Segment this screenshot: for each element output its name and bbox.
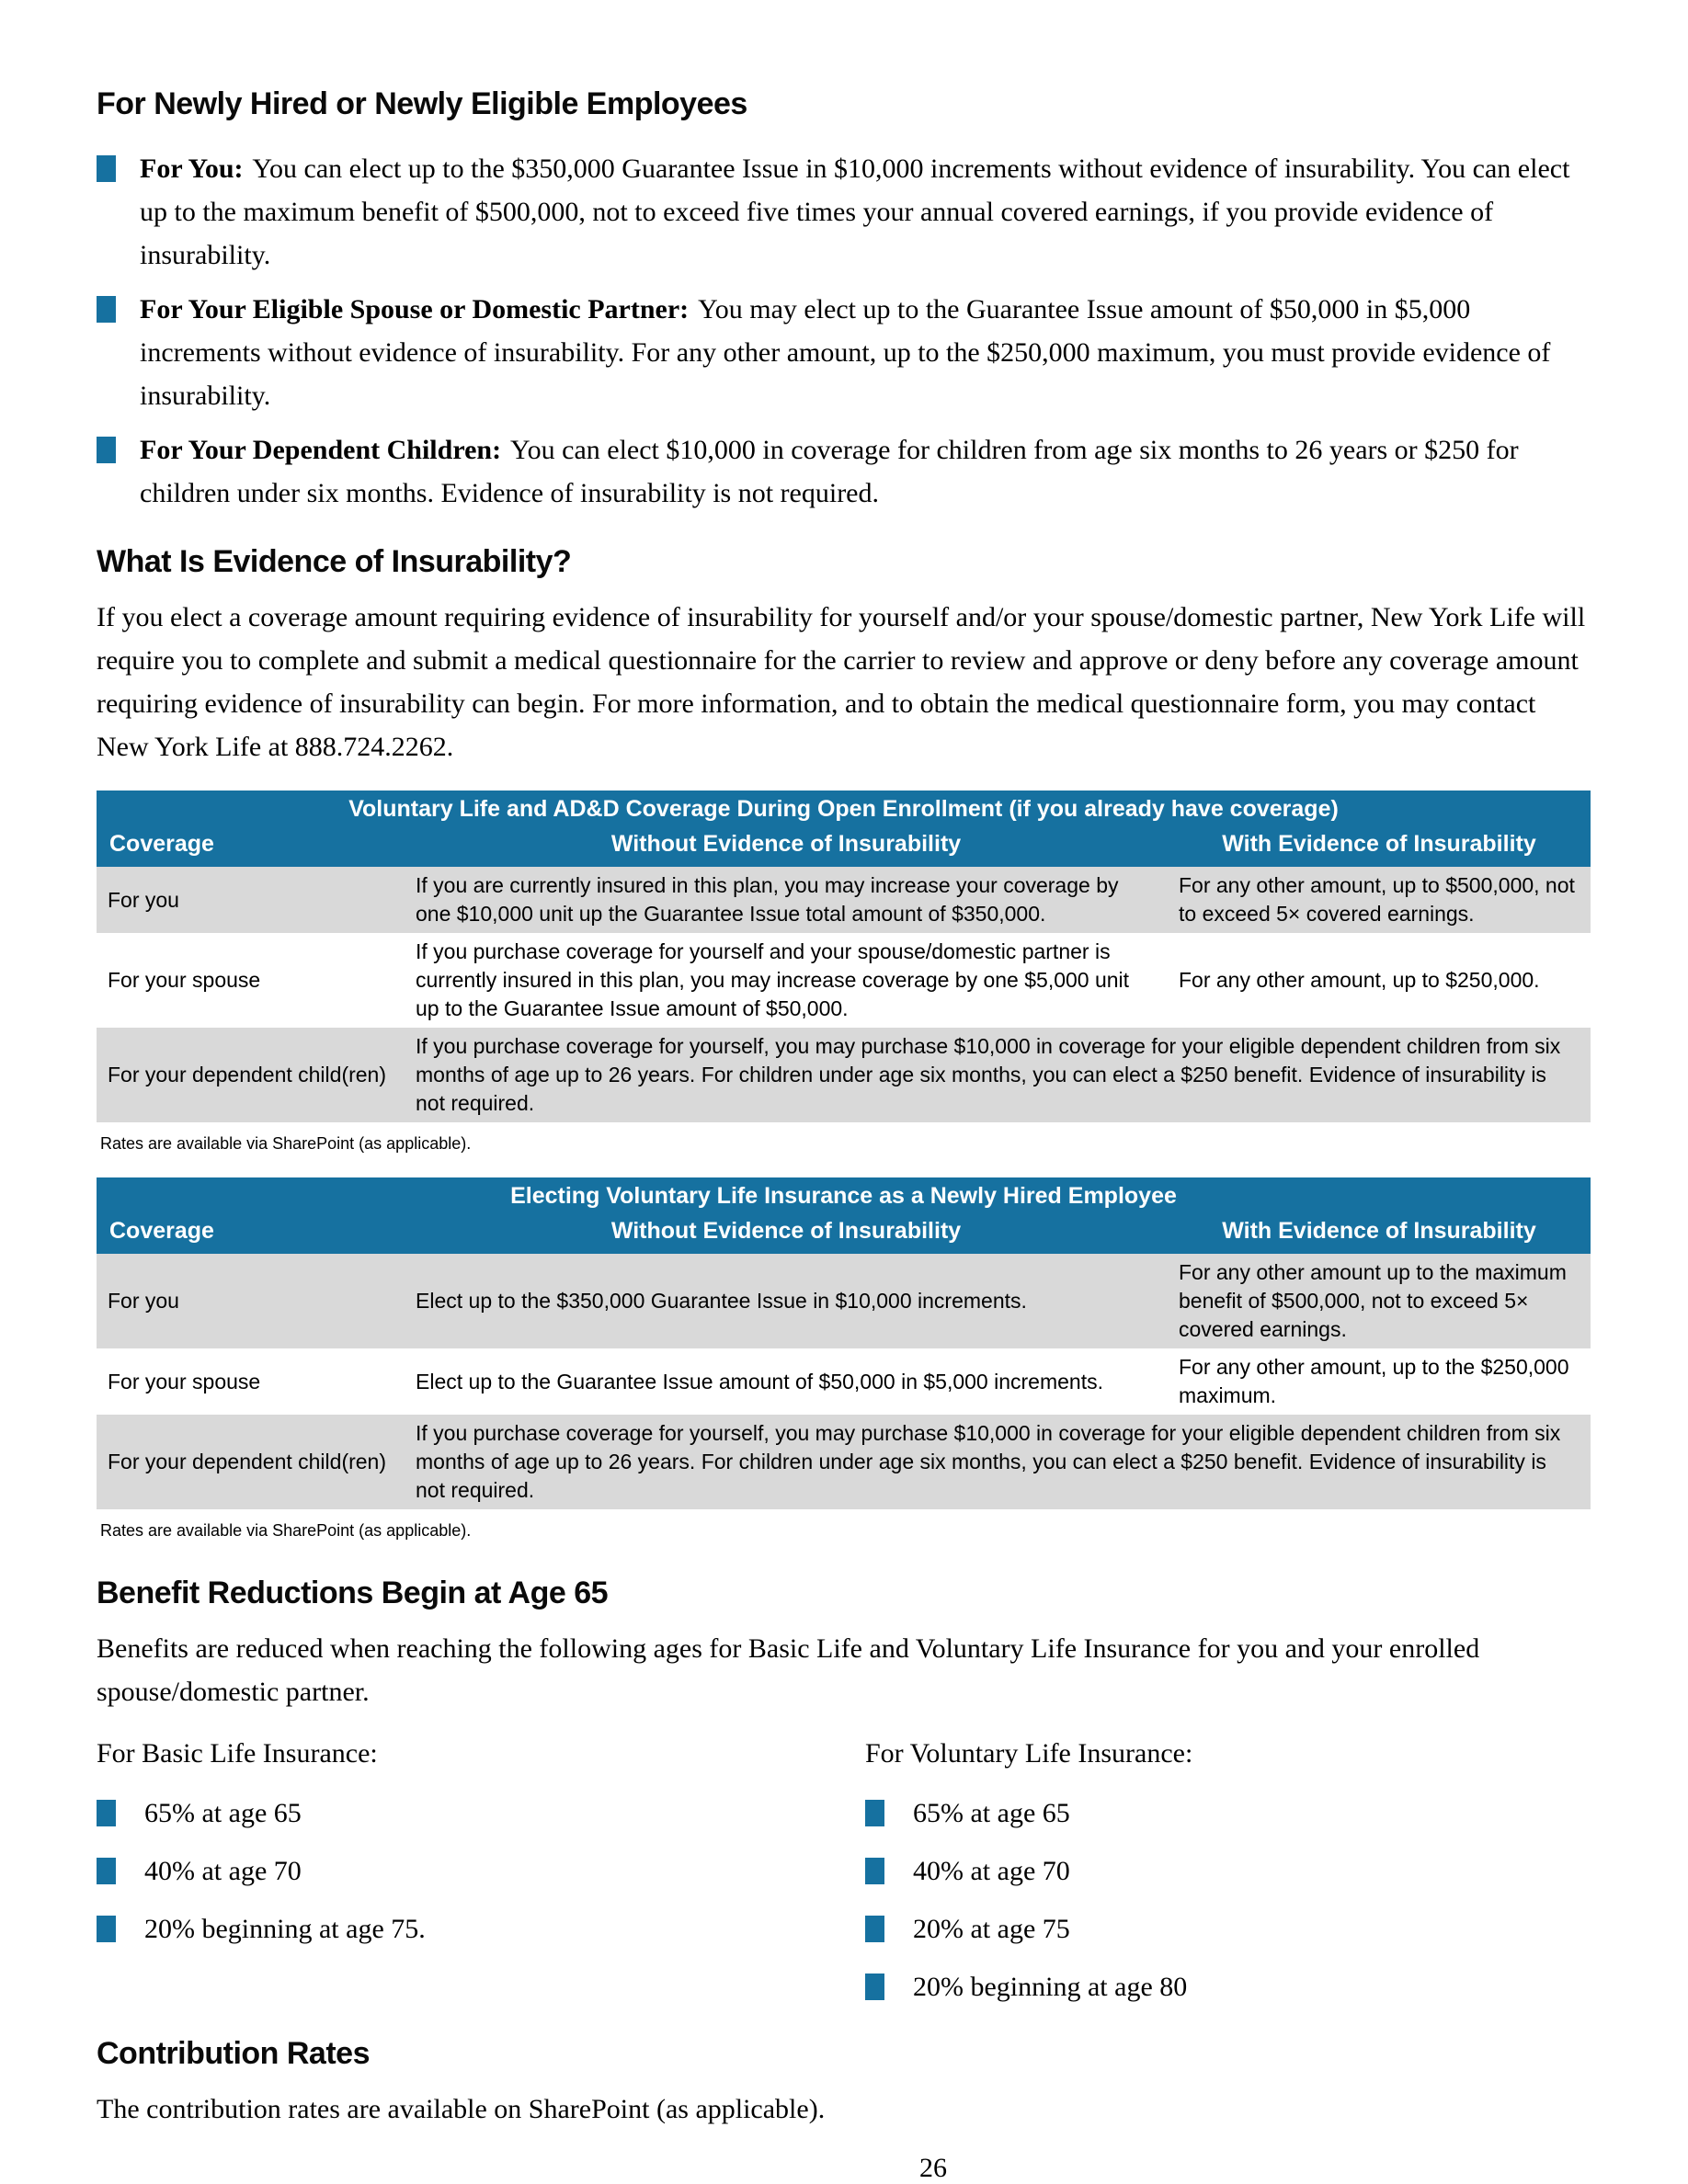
cell-coverage: For your spouse bbox=[97, 933, 405, 1028]
cell-with-eoi: For any other amount, up to $250,000. bbox=[1168, 933, 1591, 1028]
bullet-square-icon bbox=[865, 1916, 884, 1942]
table-title-row bbox=[97, 1177, 1591, 1215]
cell-coverage: For your spouse bbox=[97, 1348, 405, 1415]
table-title: Electing Voluntary Life Insurance as a Newly Hired Employee bbox=[97, 1177, 1591, 1215]
column-header-without-eoi: Without Evidence of Insurability bbox=[405, 828, 1168, 867]
bullet-text: You can elect up to the $350,000 Guarantee Issue in $10,000 increments without evidence of insurability. You can elect up to the maximum benefit of $500,000, not to exceed five times your annual covered earnings, if you provide evidence of insurability. bbox=[140, 154, 1570, 270]
bullet-square-icon bbox=[865, 1800, 884, 1826]
list-item bbox=[97, 1792, 865, 1835]
table-row bbox=[97, 1415, 1591, 1509]
cell-merged: If you purchase coverage for yourself, you may purchase $10,000 in coverage for your eligible dependent children from six months of age up to 26 years. For children under age six months, you can elect a $250 benefit. Evidence of insurability is not required. bbox=[405, 1415, 1591, 1509]
list-item bbox=[97, 1849, 865, 1893]
basic-life-list bbox=[97, 1792, 865, 1951]
bullet-square-icon bbox=[865, 1858, 884, 1884]
bullet-square-icon bbox=[97, 1916, 116, 1942]
basic-life-label: For Basic Life Insurance: bbox=[97, 1738, 378, 1769]
list-item bbox=[865, 1907, 1591, 1951]
evidence-paragraph: If you elect a coverage amount requiring evidence of insurability for yourself and/or your spouse/domestic partner, New York Life will require you to complete and submit a medical questionnaire for the carrier to review and approve or deny before any coverage amount requiring evidence of insurability can begin. For more information, and to obtain the medical questionnaire form, you may contact New York Life at 888.724.2262. bbox=[97, 602, 1586, 762]
voluntary-life-open-enrollment-table bbox=[97, 791, 1591, 1122]
list-item bbox=[865, 1849, 1591, 1893]
table-row bbox=[97, 1348, 1591, 1415]
column-header-with-eoi: With Evidence of Insurability bbox=[1168, 1215, 1591, 1254]
table-title-row bbox=[97, 791, 1591, 828]
cell-coverage: For you bbox=[97, 867, 405, 933]
list-item bbox=[865, 1965, 1591, 2008]
newly-hired-bullet-list bbox=[97, 147, 1591, 515]
cell-coverage: For your dependent child(ren) bbox=[97, 1415, 405, 1509]
table-header-row bbox=[97, 828, 1591, 867]
cell-without-eoi: If you are currently insured in this plan, you may increase your coverage by one $10,000 unit up the Guarantee Issue total amount of $350,000. bbox=[405, 867, 1168, 933]
page-number: 26 bbox=[919, 2153, 947, 2183]
benefit-reduction-columns bbox=[97, 1732, 1591, 2023]
column-header-without-eoi: Without Evidence of Insurability bbox=[405, 1215, 1168, 1254]
cell-without-eoi: Elect up to the Guarantee Issue amount of $50,000 in $5,000 increments. bbox=[405, 1348, 1168, 1415]
newly-hired-election-table bbox=[97, 1177, 1591, 1509]
cell-with-eoi: For any other amount, up to the $250,000 maximum. bbox=[1168, 1348, 1591, 1415]
bullet-square-icon bbox=[97, 437, 116, 463]
cell-with-eoi: For any other amount up to the maximum benefit of $500,000, not to exceed 5× covered earnings. bbox=[1168, 1254, 1591, 1348]
list-item-text: 20% beginning at age 75. bbox=[144, 1914, 426, 1944]
column-header-coverage: Coverage bbox=[97, 828, 405, 867]
cell-without-eoi: If you purchase coverage for yourself and your spouse/domestic partner is currently insured in this plan, you may increase coverage by one $5,000 unit up to the Guarantee Issue amount of $50,000. bbox=[405, 933, 1168, 1028]
heading-newly-hired: For Newly Hired or Newly Eligible Employees bbox=[97, 86, 747, 121]
list-item bbox=[97, 288, 1591, 417]
cell-coverage: For you bbox=[97, 1254, 405, 1348]
table-footnote: Rates are available via SharePoint (as applicable). bbox=[100, 1521, 472, 1540]
list-item-text: 65% at age 65 bbox=[144, 1798, 302, 1828]
table-header-row bbox=[97, 1215, 1591, 1254]
list-item bbox=[97, 428, 1591, 515]
list-item-text: 20% beginning at age 80 bbox=[913, 1972, 1188, 2002]
cell-merged: If you purchase coverage for yourself, you may purchase $10,000 in coverage for your eligible dependent children from six months of age up to 26 years. For children under age six months, you can elect a $250 benefit. Evidence of insurability is not required. bbox=[405, 1028, 1591, 1122]
table-row bbox=[97, 1254, 1591, 1348]
bullet-square-icon bbox=[97, 1800, 116, 1826]
heading-benefit-reductions: Benefit Reductions Begin at Age 65 bbox=[97, 1575, 609, 1610]
table-footnote: Rates are available via SharePoint (as applicable). bbox=[100, 1134, 472, 1153]
list-item bbox=[97, 1907, 865, 1951]
bullet-square-icon bbox=[865, 1974, 884, 2000]
contribution-paragraph: The contribution rates are available on SharePoint (as applicable). bbox=[97, 2094, 826, 2124]
list-item-text: 40% at age 70 bbox=[913, 1856, 1070, 1886]
bullet-square-icon bbox=[97, 1858, 116, 1884]
bullet-text: You may elect up to the Guarantee Issue amount of $50,000 in $5,000 increments without evidence of insurability. For any other amount, up to the $250,000 maximum, you must provide evidence of insurability. bbox=[140, 294, 1551, 411]
list-item-text: 20% at age 75 bbox=[913, 1914, 1070, 1944]
table-title: Voluntary Life and AD&D Coverage During Open Enrollment (if you already have coverage) bbox=[97, 791, 1591, 828]
list-item-text: 65% at age 65 bbox=[913, 1798, 1070, 1828]
cell-without-eoi: Elect up to the $350,000 Guarantee Issue in $10,000 increments. bbox=[405, 1254, 1168, 1348]
voluntary-life-list bbox=[865, 1792, 1591, 2008]
list-item bbox=[865, 1792, 1591, 1835]
cell-coverage: For your dependent child(ren) bbox=[97, 1028, 405, 1122]
bullet-square-icon bbox=[97, 155, 116, 182]
bullet-lead: For You: bbox=[140, 154, 244, 184]
heading-evidence-of-insurability: What Is Evidence of Insurability? bbox=[97, 544, 572, 579]
bullet-text: You can elect $10,000 in coverage for children from age six months to 26 years or $250 for children under six months. Evidence of insurability is not required. bbox=[140, 435, 1519, 508]
bullet-lead: For Your Eligible Spouse or Domestic Partner: bbox=[140, 294, 690, 324]
table-row bbox=[97, 933, 1591, 1028]
bullet-square-icon bbox=[97, 296, 116, 323]
basic-life-column bbox=[97, 1732, 865, 2023]
bullet-lead: For Your Dependent Children: bbox=[140, 435, 502, 465]
column-header-coverage: Coverage bbox=[97, 1215, 405, 1254]
heading-contribution-rates: Contribution Rates bbox=[97, 2036, 370, 2071]
cell-with-eoi: For any other amount, up to $500,000, not to exceed 5× covered earnings. bbox=[1168, 867, 1591, 933]
table-row bbox=[97, 867, 1591, 933]
table-row bbox=[97, 1028, 1591, 1122]
list-item bbox=[97, 147, 1591, 277]
benefit-reductions-paragraph: Benefits are reduced when reaching the following ages for Basic Life and Voluntary Life Insurance for you and your enrolled spouse/domestic partner. bbox=[97, 1633, 1480, 1707]
voluntary-life-column bbox=[865, 1732, 1591, 2023]
column-header-with-eoi: With Evidence of Insurability bbox=[1168, 828, 1591, 867]
voluntary-life-label: For Voluntary Life Insurance: bbox=[865, 1738, 1193, 1769]
list-item-text: 40% at age 70 bbox=[144, 1856, 302, 1886]
